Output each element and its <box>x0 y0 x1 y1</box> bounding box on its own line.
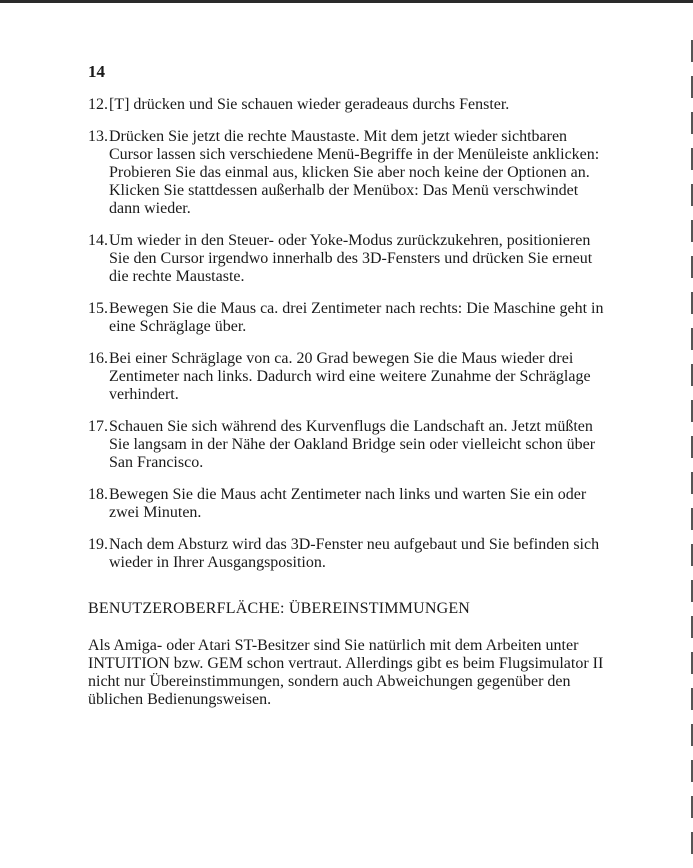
step-number: 19. <box>88 536 108 553</box>
section-paragraph: Als Amiga- oder Atari ST-Besitzer sind Sie natürlich mit dem Arbeiten unter INTUITION bzw. GEM schon vertraut. Allerdings gibt es beim Flugsimulator II nicht nur Übereinstimmungen, sondern auch Abweichungen gegenüber den üblichen Bedienungsweisen. <box>88 637 604 708</box>
step-number: 12. <box>88 96 108 113</box>
list-item <box>88 96 610 114</box>
step-text: Bewegen Sie die Maus ca. drei Zentimeter nach rechts: Die Maschine geht in eine Schräglage über. <box>109 300 604 335</box>
step-text: Drücken Sie jetzt die rechte Maustaste. Mit dem jetzt wieder sichtbaren Cursor lassen sich verschiedene Menü-Begriffe in der Menüleiste anklicken: Probieren Sie das einmal aus, klicken Sie aber noch keine der Optionen an. Klicken Sie stattdessen außerhalb der Menübox: Das Menü verschwindet dann wieder. <box>109 128 600 217</box>
step-number: 15. <box>88 300 108 317</box>
step-number: 16. <box>88 350 108 367</box>
list-item <box>88 536 610 572</box>
page-number: 14 <box>88 62 105 81</box>
top-border <box>0 0 693 3</box>
list-item <box>88 350 610 404</box>
step-number: 13. <box>88 128 108 145</box>
step-text: Nach dem Absturz wird das 3D-Fenster neu aufgebaut und Sie befinden sich wieder in Ihrer Ausgangsposition. <box>109 536 600 571</box>
step-number: 18. <box>88 486 108 503</box>
step-text: Bewegen Sie die Maus acht Zentimeter nach links und warten Sie ein oder zwei Minuten. <box>109 486 587 521</box>
step-number: 17. <box>88 418 108 435</box>
step-text: [T] drücken und Sie schauen wieder geradeaus durchs Fenster. <box>109 96 510 113</box>
list-item <box>88 486 610 522</box>
step-number: 14. <box>88 232 108 249</box>
list-item <box>88 300 610 336</box>
section-heading: BENUTZEROBERFLÄCHE: ÜBEREINSTIMMUNGEN <box>88 600 471 617</box>
step-text: Um wieder in den Steuer- oder Yoke-Modus zurückzukehren, positionieren Sie den Cursor irgendwo innerhalb des 3D-Fensters und drücken Sie erneut die rechte Maustaste. <box>109 232 593 285</box>
list-item <box>88 418 610 472</box>
step-text: Bei einer Schräglage von ca. 20 Grad bewegen Sie die Maus wieder drei Zentimeter nach links. Dadurch wird eine weitere Zunahme der Schräglage verhindert. <box>109 350 591 403</box>
step-list <box>88 96 610 586</box>
list-item <box>88 232 610 286</box>
list-item <box>88 128 610 218</box>
step-text: Schauen Sie sich während des Kurvenflugs die Landschaft an. Jetzt müßten Sie langsam in der Nähe der Oakland Bridge sein oder vielleicht schon über San Francisco. <box>109 418 596 471</box>
